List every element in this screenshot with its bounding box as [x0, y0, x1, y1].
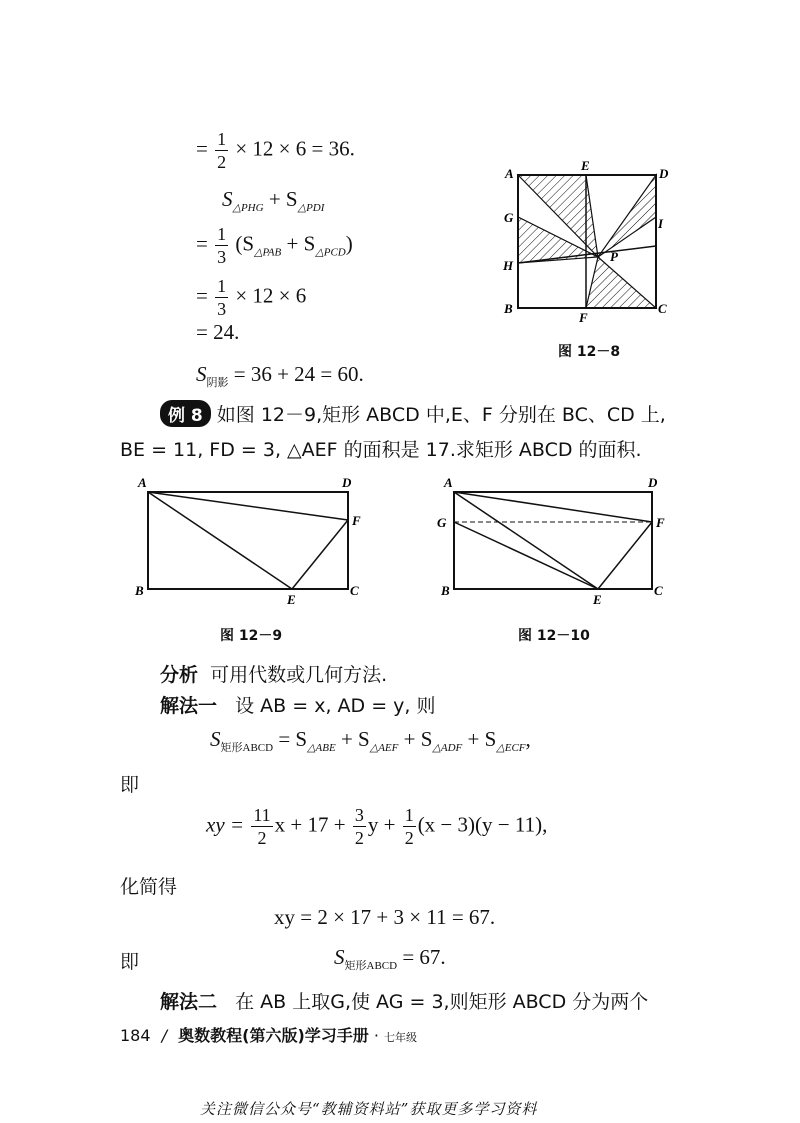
label-A: A — [505, 166, 514, 181]
ji-text-1: 即 — [120, 774, 140, 796]
method-1-equation-2: xy = $\frac{11}{2}$ x + 17 + $\frac{3}{2}$ y + $\frac{1}{2}$ (x − 3)(y − 11), — [206, 805, 548, 848]
svg-text:E: E — [287, 592, 296, 607]
svg-text:C: C — [350, 583, 359, 598]
caption-12-9: 图 12－9 — [220, 628, 283, 644]
watermark-text: 关注微信公众号“教辅资料站”获取更多学习资料 — [200, 1100, 538, 1118]
grade-label: 七年级 — [384, 1031, 418, 1044]
ji-text-2: 即 — [120, 951, 140, 973]
label-E: E — [581, 160, 590, 173]
solution-line-6: $S_{阴影} = 36 + 24 = 60$. — [196, 362, 364, 389]
label-B: B — [504, 301, 513, 316]
method-1-equation-1: $S_{矩形ABCD} = S_{\triangle ABE} + S_{\triangle AEF} + S_{\triangle ADF} + S_{\triangle ECF}$, — [210, 727, 531, 754]
solution-line-1: = $\frac{1}{2}$ × 12 × 6 = 36. — [196, 129, 355, 172]
page-number: 184 — [120, 1026, 151, 1045]
caption-12-10: 图 12－10 — [518, 628, 590, 644]
svg-text:E: E — [593, 592, 602, 607]
label-P: P — [610, 249, 618, 264]
fraction-third-2: $\frac{1}{3}$ — [217, 276, 227, 319]
label-G: G — [504, 210, 514, 225]
figure-12-10 — [432, 472, 672, 607]
shaded-triangle-pdi — [598, 175, 656, 257]
page-footer: 184 / 奥数教程(第六版)学习手册 · 七年级 — [120, 1026, 418, 1045]
example-8-line-2: BE = 11, FD = 3, △AEF 的面积是 17.求矩形 ABCD 的面积. — [120, 439, 642, 461]
segment-ae — [148, 492, 292, 589]
segment-ae — [454, 492, 598, 589]
label-C: C — [658, 301, 667, 316]
fraction-half: $\frac{1}{2}$ — [217, 129, 227, 172]
label-H: H — [503, 258, 514, 273]
svg-text:A: A — [444, 475, 453, 490]
shaded-triangle-pcd — [586, 257, 656, 308]
fraction-third: $\frac{1}{3}$ — [217, 224, 227, 267]
method-1-equation-4: $S_{矩形ABCD} = 67$. — [334, 945, 446, 972]
svg-text:A: A — [138, 475, 147, 490]
method-1-line: 解法一 设 AB = x, AD = y, 则 — [160, 695, 436, 717]
example-badge: 例 8 — [160, 400, 211, 427]
solution-line-4: = $\frac{1}{3}$ × 12 × 6 — [196, 276, 307, 319]
svg-text:D: D — [648, 475, 658, 490]
solution-line-5: = 24. — [196, 320, 240, 344]
segment-ge — [454, 522, 598, 589]
svg-text:G: G — [437, 515, 447, 530]
caption-12-8: 图 12－8 — [558, 344, 621, 360]
solution-line-2: $S_{\triangle PHG} + S_{\triangle PDI}$ — [222, 187, 325, 214]
label-D: D — [659, 166, 669, 181]
segment-ef — [598, 522, 652, 589]
svg-text:B: B — [135, 583, 144, 598]
analysis-line: 分析 可用代数或几何方法. — [160, 664, 388, 686]
segment-af — [454, 492, 652, 522]
label-I: I — [658, 216, 664, 231]
figure-12-8 — [495, 160, 675, 325]
svg-text:D: D — [342, 475, 352, 490]
method-2-line: 解法二 在 AB 上取G,使 AG = 3,则矩形 ABCD 分为两个 — [160, 991, 649, 1013]
solution-line-3: = $\frac{1}{3}$ $(S_{\triangle PAB} + S_{\triangle PCD})$ — [196, 224, 353, 267]
example-8-line-1: 例 8 如图 12－9,矩形 ABCD 中,E、F 分别在 BC、CD 上, — [160, 400, 666, 427]
svg-text:C: C — [654, 583, 663, 598]
figure-12-9 — [130, 472, 370, 607]
svg-text:B: B — [441, 583, 450, 598]
method-1-equation-3: xy = 2 × 17 + 3 × 11 = 67. — [274, 905, 496, 929]
book-title: 奥数教程(第六版)学习手册 — [178, 1026, 369, 1045]
segment-af — [148, 492, 348, 520]
label-F: F — [579, 310, 588, 325]
segment-ef — [292, 520, 348, 589]
svg-text:F: F — [656, 515, 665, 530]
svg-text:F: F — [352, 513, 361, 528]
simplify-text: 化简得 — [120, 876, 178, 898]
